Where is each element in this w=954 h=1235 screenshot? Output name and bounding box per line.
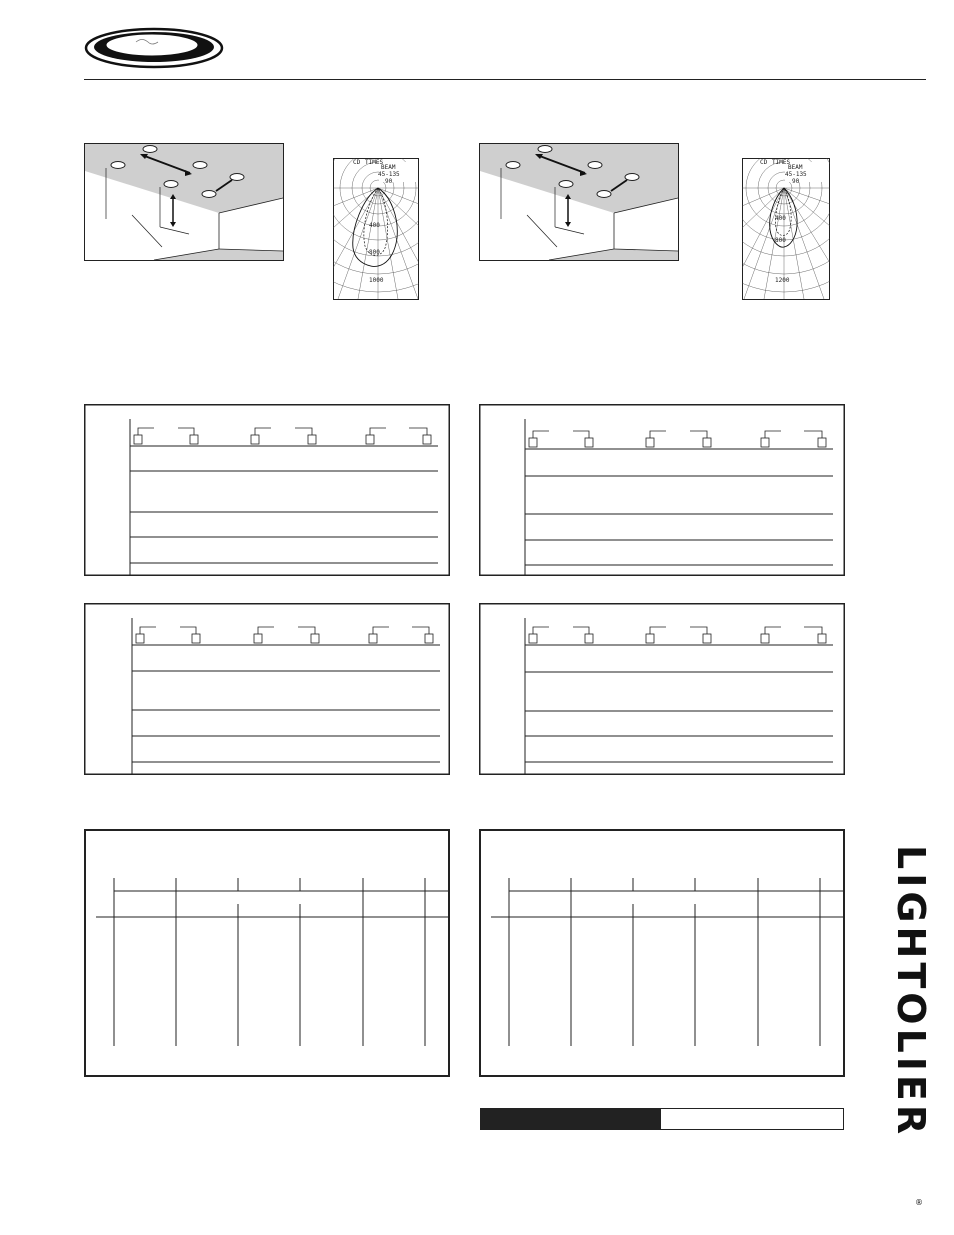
svg-text:CD: CD <box>760 159 768 166</box>
spacing-table-bottom-left <box>84 603 450 775</box>
candlepower-polar-chart-left <box>333 158 419 300</box>
photometric-table-left <box>84 829 450 1077</box>
room-spacing-diagram-right <box>479 143 679 261</box>
registered-mark: ® <box>915 1198 923 1207</box>
spacing-table-bottom-right <box>479 603 845 775</box>
svg-text:45-135: 45-135 <box>785 171 807 178</box>
photometric-table-right <box>479 829 845 1077</box>
brand-name: LIGHTOLIER <box>889 845 933 1139</box>
fixture-trim-illustration <box>84 26 224 72</box>
svg-text:800: 800 <box>369 249 380 256</box>
svg-text:90: 90 <box>385 178 393 185</box>
svg-text:400: 400 <box>369 222 380 229</box>
svg-text:90: 90 <box>792 178 800 185</box>
header-rule <box>84 79 926 80</box>
room-spacing-diagram-left <box>84 143 284 261</box>
svg-text:1000: 1000 <box>369 277 384 284</box>
svg-text:BEAM: BEAM <box>788 164 803 171</box>
candlepower-polar-chart-right <box>742 158 830 300</box>
svg-text:TIMES: TIMES <box>365 159 384 166</box>
svg-text:1200: 1200 <box>775 277 790 284</box>
svg-text:CD: CD <box>353 159 361 166</box>
ordering-info-bar <box>480 1108 844 1130</box>
spacing-table-top-left <box>84 404 450 576</box>
svg-text:400: 400 <box>775 215 786 222</box>
svg-text:BEAM: BEAM <box>381 164 396 171</box>
svg-text:45-135: 45-135 <box>378 171 400 178</box>
svg-text:800: 800 <box>775 237 786 244</box>
ordering-info-header <box>481 1109 661 1129</box>
spacing-table-top-right <box>479 404 845 576</box>
lightolier-logo <box>889 845 933 1205</box>
svg-text:TIMES: TIMES <box>772 159 791 166</box>
